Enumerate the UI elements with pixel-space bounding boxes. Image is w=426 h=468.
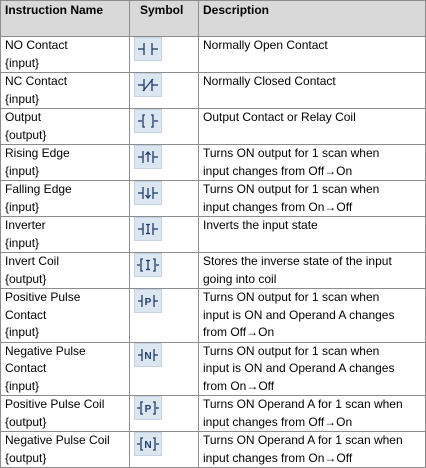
svg-text:P: P — [144, 404, 152, 415]
description-cell: Turns ON output for 1 scan when input is ON and Operand A changes from Off→On — [199, 289, 426, 343]
table-row — [1, 181, 426, 217]
symbol-cell — [130, 289, 199, 343]
description-cell: Normally Closed Contact — [199, 73, 426, 109]
symbol-cell — [130, 145, 199, 181]
positive-pulse-coil-icon — [134, 396, 162, 420]
invert-coil-icon — [134, 253, 162, 277]
instruction-name-cell: Positive Pulse Contact {input} — [1, 289, 130, 343]
symbol-cell — [130, 217, 199, 253]
description-cell: Output Contact or Relay Coil — [199, 109, 426, 145]
table-row — [1, 37, 426, 73]
header-description: Description — [199, 1, 426, 37]
symbol-cell — [130, 37, 199, 73]
output-coil-icon — [134, 109, 162, 133]
instruction-name-cell: Invert Coil {output} — [1, 253, 130, 289]
header-symbol: Symbol — [130, 1, 199, 37]
header-instruction-name: Instruction Name — [1, 1, 130, 37]
instruction-name-cell: Output {output} — [1, 109, 130, 145]
positive-pulse-contact-icon — [134, 289, 162, 313]
instruction-name-cell: Negative Pulse Contact {input} — [1, 342, 130, 396]
description-cell: Normally Open Contact — [199, 37, 426, 73]
symbol-cell — [130, 342, 199, 396]
symbol-cell — [130, 109, 199, 145]
symbol-cell — [130, 253, 199, 289]
instruction-name-cell: Positive Pulse Coil {output} — [1, 396, 130, 432]
rising-edge-icon — [134, 145, 162, 169]
table-header-row — [1, 1, 426, 37]
table-row — [1, 73, 426, 109]
table-row — [1, 217, 426, 253]
symbol-cell — [130, 181, 199, 217]
instruction-name-cell: Negative Pulse Coil {output} — [1, 432, 130, 468]
negative-pulse-contact-icon — [134, 343, 162, 367]
table-row — [1, 289, 426, 343]
symbol-cell — [130, 396, 199, 432]
negative-pulse-coil-icon — [134, 432, 162, 456]
falling-edge-icon — [134, 181, 162, 205]
description-cell: Turns ON output for 1 scan when input changes from Off→On — [199, 145, 426, 181]
no-contact-icon — [134, 37, 162, 61]
description-cell: Turns ON output for 1 scan when input is ON and Operand A changes from On→Off — [199, 342, 426, 396]
symbol-cell — [130, 432, 199, 468]
instruction-name-cell: Rising Edge {input} — [1, 145, 130, 181]
table-row — [1, 145, 426, 181]
table-row — [1, 253, 426, 289]
description-cell: Turns ON Operand A for 1 scan when input changes from On→Off — [199, 432, 426, 468]
instruction-name-cell: Inverter {input} — [1, 217, 130, 253]
inverter-icon — [134, 217, 162, 241]
instruction-name-cell: NO Contact {input} — [1, 37, 130, 73]
table-row — [1, 342, 426, 396]
instruction-name-cell: Falling Edge {input} — [1, 181, 130, 217]
table-row — [1, 432, 426, 468]
nc-contact-icon — [134, 73, 162, 97]
symbol-cell — [130, 73, 199, 109]
description-cell: Turns ON Operand A for 1 scan when input changes from Off→On — [199, 396, 426, 432]
description-cell: Stores the inverse state of the input going into coil — [199, 253, 426, 289]
instruction-name-cell: NC Contact {input} — [1, 73, 130, 109]
description-cell: Turns ON output for 1 scan when input changes from On→Off — [199, 181, 426, 217]
svg-text:P: P — [144, 297, 152, 308]
table-row — [1, 109, 426, 145]
svg-text:N: N — [144, 350, 152, 362]
description-cell: Inverts the input state — [199, 217, 426, 253]
svg-text:N: N — [144, 440, 152, 451]
table-row — [1, 396, 426, 432]
